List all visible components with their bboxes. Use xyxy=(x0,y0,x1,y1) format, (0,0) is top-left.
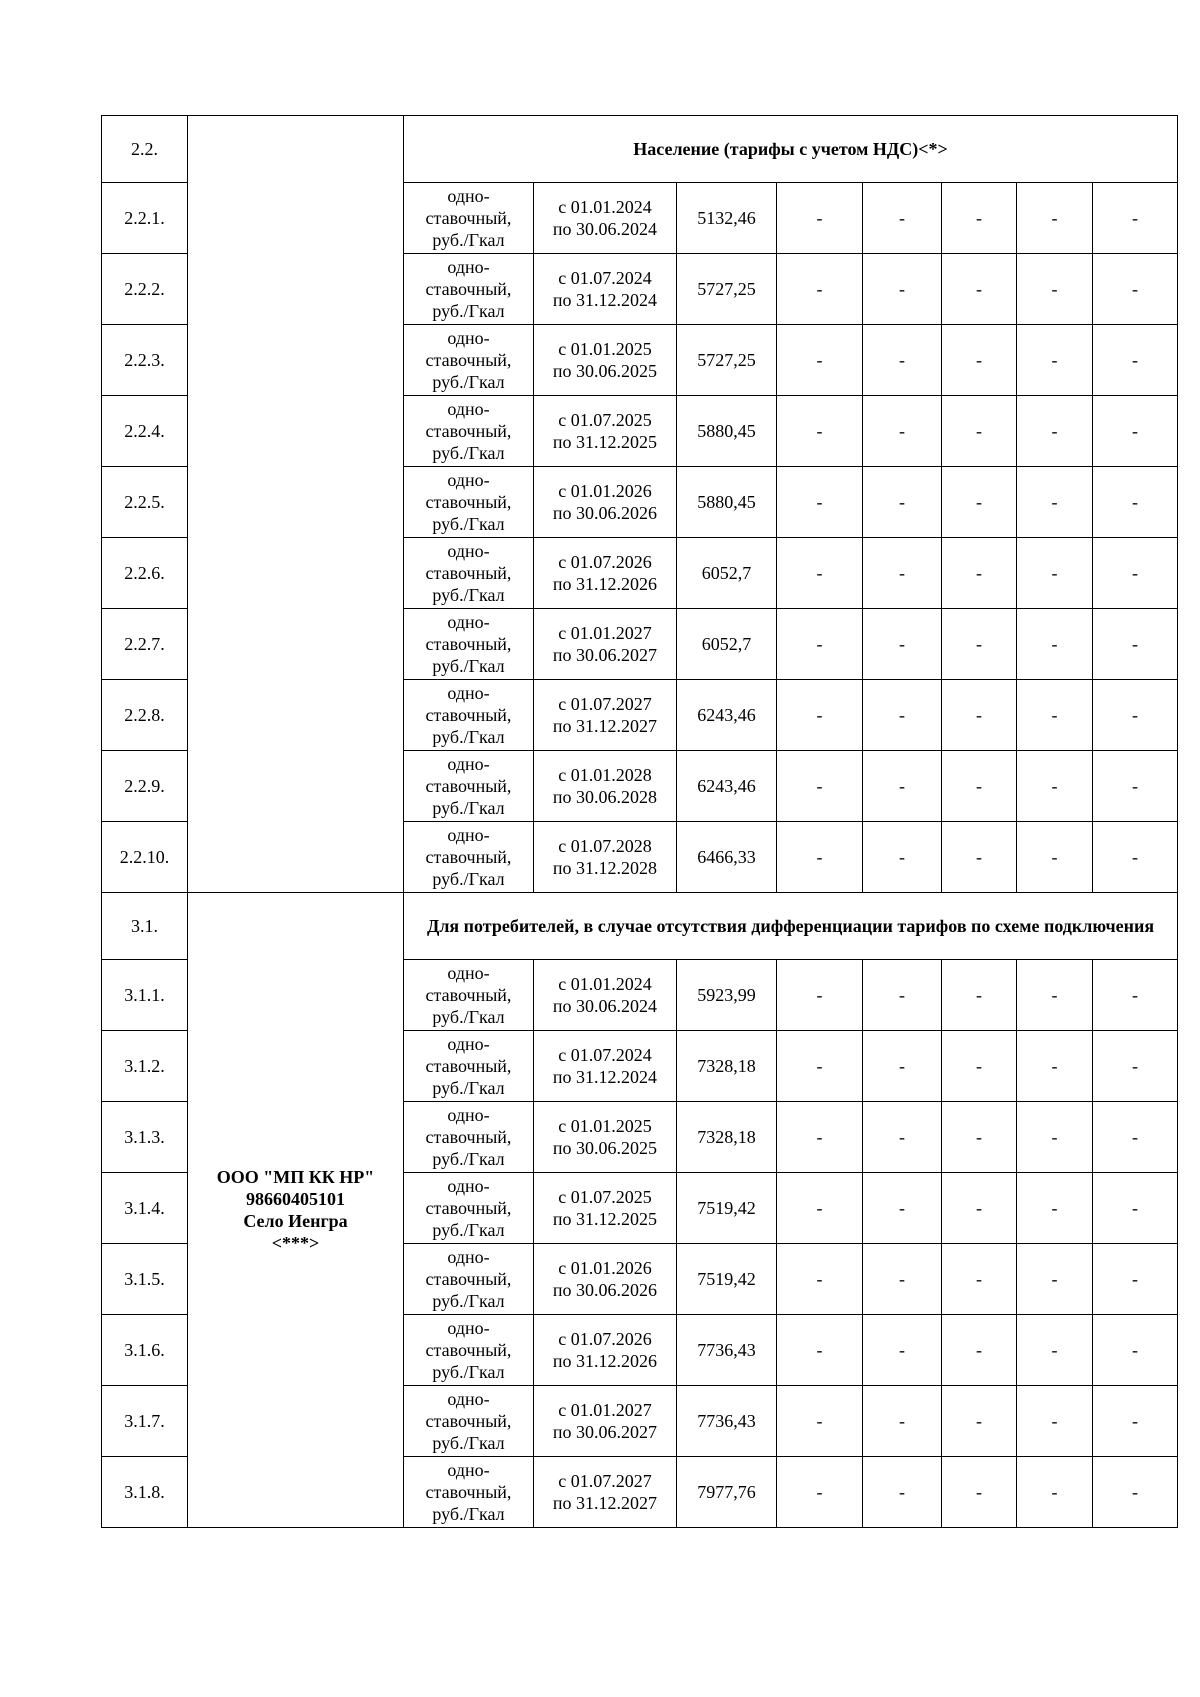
tariff-type-line: одно- xyxy=(447,612,490,632)
tariff-period xyxy=(534,1386,677,1457)
tariff-period-line: с 01.01.2026 xyxy=(558,481,652,501)
empty-value: - xyxy=(777,1315,863,1386)
tariff-period xyxy=(534,1031,677,1102)
tariff-type xyxy=(404,1457,534,1528)
section-number: 2.2. xyxy=(102,116,188,183)
empty-value: - xyxy=(777,254,863,325)
empty-value: - xyxy=(1093,751,1178,822)
tariff-type-line: ставочный, xyxy=(425,847,512,867)
empty-value: - xyxy=(777,751,863,822)
tariff-type-line: ставочный, xyxy=(425,634,512,654)
empty-value: - xyxy=(1093,538,1178,609)
empty-value: - xyxy=(863,538,942,609)
tariff-value: 5727,25 xyxy=(677,325,777,396)
organization-line: Село Иенгра xyxy=(243,1211,348,1231)
empty-value: - xyxy=(1017,1031,1093,1102)
tariff-value: 7736,43 xyxy=(677,1386,777,1457)
tariff-period xyxy=(534,254,677,325)
empty-value: - xyxy=(1093,960,1178,1031)
empty-value: - xyxy=(863,1031,942,1102)
tariff-period-line: по 30.06.2024 xyxy=(552,996,658,1016)
tariff-period xyxy=(534,1457,677,1528)
empty-value: - xyxy=(1093,822,1178,893)
tariff-period-line: с 01.07.2024 xyxy=(558,1045,652,1065)
tariff-period-line: с 01.01.2027 xyxy=(558,623,652,643)
tariff-type xyxy=(404,467,534,538)
tariff-period-line: с 01.01.2026 xyxy=(558,1258,652,1278)
tariff-type xyxy=(404,609,534,680)
empty-value: - xyxy=(1093,1315,1178,1386)
tariff-type-line: ставочный, xyxy=(425,1056,512,1076)
empty-value: - xyxy=(942,1244,1017,1315)
tariff-type xyxy=(404,538,534,609)
tariff-type xyxy=(404,1102,534,1173)
tariff-period-line: по 31.12.2027 xyxy=(552,716,658,736)
empty-value: - xyxy=(863,822,942,893)
empty-value: - xyxy=(777,1244,863,1315)
tariff-period-line: по 30.06.2028 xyxy=(552,787,658,807)
tariff-value: 5923,99 xyxy=(677,960,777,1031)
empty-value: - xyxy=(1017,1102,1093,1173)
tariff-type-line: ставочный, xyxy=(425,563,512,583)
empty-value: - xyxy=(863,680,942,751)
empty-value: - xyxy=(942,680,1017,751)
empty-value: - xyxy=(942,396,1017,467)
tariff-period-line: по 30.06.2025 xyxy=(552,361,658,381)
empty-value: - xyxy=(1017,1173,1093,1244)
tariff-period-line: по 31.12.2028 xyxy=(552,858,658,878)
empty-value: - xyxy=(777,1031,863,1102)
tariff-period-line: с 01.07.2026 xyxy=(558,552,652,572)
row-number: 2.2.7. xyxy=(102,609,188,680)
row-number: 2.2.9. xyxy=(102,751,188,822)
tariff-period-line: с 01.01.2025 xyxy=(558,339,652,359)
tariff-type-line: руб./Гкал xyxy=(432,1220,505,1240)
tariff-type-line: ставочный, xyxy=(425,1269,512,1289)
empty-value: - xyxy=(863,751,942,822)
row-number: 3.1.6. xyxy=(102,1315,188,1386)
tariff-period-line: с 01.01.2027 xyxy=(558,1400,652,1420)
empty-value: - xyxy=(1017,183,1093,254)
section-title: Население (тарифы с учетом НДС)<*> xyxy=(404,116,1178,183)
empty-value: - xyxy=(1017,609,1093,680)
organization-line: ООО "МП КК НР" xyxy=(216,1167,375,1187)
empty-value: - xyxy=(1017,960,1093,1031)
empty-value: - xyxy=(1017,751,1093,822)
tariff-type-line: руб./Гкал xyxy=(432,727,505,747)
row-number: 3.1.3. xyxy=(102,1102,188,1173)
tariff-value: 7519,42 xyxy=(677,1173,777,1244)
empty-value: - xyxy=(942,1031,1017,1102)
empty-value: - xyxy=(863,1315,942,1386)
row-number: 3.1.7. xyxy=(102,1386,188,1457)
tariff-period-line: по 30.06.2024 xyxy=(552,219,658,239)
empty-value: - xyxy=(942,1386,1017,1457)
tariff-type-line: руб./Гкал xyxy=(432,1149,505,1169)
tariff-value: 6243,46 xyxy=(677,751,777,822)
tariff-period xyxy=(534,960,677,1031)
tariff-type-line: руб./Гкал xyxy=(432,514,505,534)
empty-value: - xyxy=(863,1457,942,1528)
tariff-type-line: ставочный, xyxy=(425,279,512,299)
empty-value: - xyxy=(1017,467,1093,538)
tariff-value: 7328,18 xyxy=(677,1102,777,1173)
tariff-type-line: руб./Гкал xyxy=(432,1362,505,1382)
tariff-type-line: ставочный, xyxy=(425,1482,512,1502)
empty-value: - xyxy=(1017,396,1093,467)
tariff-period-line: с 01.01.2024 xyxy=(558,974,652,994)
tariff-period-line: с 01.01.2025 xyxy=(558,1116,652,1136)
empty-value: - xyxy=(863,1102,942,1173)
empty-value: - xyxy=(777,1457,863,1528)
tariff-period-line: с 01.07.2027 xyxy=(558,694,652,714)
tariff-period xyxy=(534,751,677,822)
section-title: Для потребителей, в случае отсутствия дифференциации тарифов по схеме подключения xyxy=(404,893,1178,960)
tariff-type xyxy=(404,1386,534,1457)
empty-value: - xyxy=(863,1173,942,1244)
empty-value: - xyxy=(1017,1386,1093,1457)
tariff-type-line: руб./Гкал xyxy=(432,372,505,392)
empty-value: - xyxy=(777,183,863,254)
tariff-type-line: руб./Гкал xyxy=(432,443,505,463)
tariff-period-line: с 01.07.2028 xyxy=(558,836,652,856)
tariff-type-line: одно- xyxy=(447,328,490,348)
tariff-table xyxy=(101,115,1178,1528)
tariff-type-line: одно- xyxy=(447,186,490,206)
empty-value: - xyxy=(942,960,1017,1031)
empty-value: - xyxy=(942,254,1017,325)
tariff-value: 6052,7 xyxy=(677,609,777,680)
empty-value: - xyxy=(942,325,1017,396)
tariff-type-line: руб./Гкал xyxy=(432,301,505,321)
empty-value: - xyxy=(777,467,863,538)
organization-cell xyxy=(188,116,404,893)
tariff-type-line: руб./Гкал xyxy=(432,656,505,676)
row-number: 3.1.8. xyxy=(102,1457,188,1528)
tariff-type-line: руб./Гкал xyxy=(432,1007,505,1027)
empty-value: - xyxy=(1093,467,1178,538)
tariff-value: 7736,43 xyxy=(677,1315,777,1386)
tariff-type xyxy=(404,325,534,396)
empty-value: - xyxy=(863,254,942,325)
section-header-row xyxy=(102,893,1178,960)
empty-value: - xyxy=(777,609,863,680)
tariff-type-line: ставочный, xyxy=(425,776,512,796)
tariff-type xyxy=(404,751,534,822)
tariff-period-line: по 31.12.2026 xyxy=(552,1351,658,1371)
tariff-period xyxy=(534,538,677,609)
tariff-period-line: по 30.06.2026 xyxy=(552,503,658,523)
empty-value: - xyxy=(942,538,1017,609)
tariff-period xyxy=(534,467,677,538)
empty-value: - xyxy=(863,183,942,254)
tariff-type xyxy=(404,1244,534,1315)
section-header-row xyxy=(102,116,1178,183)
empty-value: - xyxy=(942,1102,1017,1173)
tariff-type-line: одно- xyxy=(447,1176,490,1196)
row-number: 2.2.8. xyxy=(102,680,188,751)
row-number: 2.2.1. xyxy=(102,183,188,254)
row-number: 2.2.2. xyxy=(102,254,188,325)
empty-value: - xyxy=(942,1457,1017,1528)
empty-value: - xyxy=(1093,396,1178,467)
empty-value: - xyxy=(863,1386,942,1457)
empty-value: - xyxy=(1093,1173,1178,1244)
tariff-type-line: ставочный, xyxy=(425,492,512,512)
tariff-period xyxy=(534,1102,677,1173)
tariff-type-line: руб./Гкал xyxy=(432,798,505,818)
empty-value: - xyxy=(1093,1244,1178,1315)
tariff-period-line: с 01.07.2026 xyxy=(558,1329,652,1349)
tariff-type-line: ставочный, xyxy=(425,350,512,370)
tariff-type-line: ставочный, xyxy=(425,1127,512,1147)
empty-value: - xyxy=(1093,325,1178,396)
empty-value: - xyxy=(942,183,1017,254)
tariff-period-line: с 01.01.2028 xyxy=(558,765,652,785)
empty-value: - xyxy=(777,538,863,609)
empty-value: - xyxy=(777,1173,863,1244)
empty-value: - xyxy=(777,822,863,893)
empty-value: - xyxy=(1093,254,1178,325)
tariff-period-line: с 01.01.2024 xyxy=(558,197,652,217)
tariff-period xyxy=(534,396,677,467)
empty-value: - xyxy=(777,396,863,467)
row-number: 3.1.4. xyxy=(102,1173,188,1244)
tariff-period xyxy=(534,609,677,680)
tariff-value: 5727,25 xyxy=(677,254,777,325)
tariff-period-line: по 31.12.2024 xyxy=(552,1067,658,1087)
empty-value: - xyxy=(1017,254,1093,325)
empty-value: - xyxy=(1093,609,1178,680)
tariff-value: 7519,42 xyxy=(677,1244,777,1315)
empty-value: - xyxy=(942,751,1017,822)
tariff-type xyxy=(404,254,534,325)
empty-value: - xyxy=(1017,538,1093,609)
empty-value: - xyxy=(777,960,863,1031)
organization-cell xyxy=(188,893,404,1528)
tariff-type xyxy=(404,1031,534,1102)
tariff-type-line: руб./Гкал xyxy=(432,1504,505,1524)
tariff-period-line: по 31.12.2027 xyxy=(552,1493,658,1513)
tariff-type-line: ставочный, xyxy=(425,208,512,228)
tariff-type-line: одно- xyxy=(447,541,490,561)
tariff-value: 5880,45 xyxy=(677,396,777,467)
tariff-period xyxy=(534,680,677,751)
tariff-type xyxy=(404,960,534,1031)
tariff-type-line: одно- xyxy=(447,825,490,845)
tariff-value: 5880,45 xyxy=(677,467,777,538)
tariff-period xyxy=(534,325,677,396)
tariff-type-line: одно- xyxy=(447,1389,490,1409)
empty-value: - xyxy=(1093,183,1178,254)
tariff-period-line: по 30.06.2027 xyxy=(552,1422,658,1442)
row-number: 2.2.6. xyxy=(102,538,188,609)
tariff-period-line: по 30.06.2027 xyxy=(552,645,658,665)
empty-value: - xyxy=(1017,1244,1093,1315)
empty-value: - xyxy=(1093,1457,1178,1528)
tariff-period-line: по 31.12.2025 xyxy=(552,1209,658,1229)
tariff-period-line: по 31.12.2025 xyxy=(552,432,658,452)
tariff-type-line: одно- xyxy=(447,1247,490,1267)
empty-value: - xyxy=(1093,680,1178,751)
tariff-period-line: по 31.12.2024 xyxy=(552,290,658,310)
tariff-type-line: руб./Гкал xyxy=(432,1291,505,1311)
empty-value: - xyxy=(777,1102,863,1173)
tariff-type-line: одно- xyxy=(447,1105,490,1125)
tariff-period-line: с 01.07.2024 xyxy=(558,268,652,288)
empty-value: - xyxy=(942,467,1017,538)
empty-value: - xyxy=(863,960,942,1031)
tariff-type xyxy=(404,822,534,893)
tariff-type-line: ставочный, xyxy=(425,1411,512,1431)
empty-value: - xyxy=(1017,325,1093,396)
tariff-period-line: по 30.06.2026 xyxy=(552,1280,658,1300)
tariff-value: 6466,33 xyxy=(677,822,777,893)
empty-value: - xyxy=(863,325,942,396)
tariff-type-line: одно- xyxy=(447,1034,490,1054)
tariff-type xyxy=(404,1315,534,1386)
tariff-type-line: одно- xyxy=(447,470,490,490)
empty-value: - xyxy=(1093,1102,1178,1173)
empty-value: - xyxy=(863,396,942,467)
tariff-value: 7977,76 xyxy=(677,1457,777,1528)
tariff-period-line: по 30.06.2025 xyxy=(552,1138,658,1158)
tariff-type-line: одно- xyxy=(447,1318,490,1338)
row-number: 3.1.2. xyxy=(102,1031,188,1102)
empty-value: - xyxy=(1093,1386,1178,1457)
section-number: 3.1. xyxy=(102,893,188,960)
tariff-type-line: ставочный, xyxy=(425,705,512,725)
organization-line: <***> xyxy=(271,1233,320,1253)
tariff-period xyxy=(534,1315,677,1386)
tariff-type xyxy=(404,1173,534,1244)
empty-value: - xyxy=(863,1244,942,1315)
tariff-period xyxy=(534,1244,677,1315)
empty-value: - xyxy=(777,325,863,396)
tariff-type-line: одно- xyxy=(447,754,490,774)
empty-value: - xyxy=(1093,1031,1178,1102)
row-number: 2.2.5. xyxy=(102,467,188,538)
row-number: 3.1.5. xyxy=(102,1244,188,1315)
empty-value: - xyxy=(1017,1457,1093,1528)
tariff-type-line: руб./Гкал xyxy=(432,1078,505,1098)
tariff-type-line: ставочный, xyxy=(425,985,512,1005)
empty-value: - xyxy=(777,1386,863,1457)
row-number: 3.1.1. xyxy=(102,960,188,1031)
tariff-table-body xyxy=(102,116,1178,1528)
tariff-type-line: ставочный, xyxy=(425,421,512,441)
tariff-value: 6243,46 xyxy=(677,680,777,751)
tariff-type xyxy=(404,680,534,751)
tariff-type-line: ставочный, xyxy=(425,1198,512,1218)
tariff-type xyxy=(404,396,534,467)
tariff-type-line: руб./Гкал xyxy=(432,869,505,889)
empty-value: - xyxy=(777,680,863,751)
empty-value: - xyxy=(942,609,1017,680)
tariff-type xyxy=(404,183,534,254)
tariff-type-line: руб./Гкал xyxy=(432,1433,505,1453)
empty-value: - xyxy=(942,822,1017,893)
empty-value: - xyxy=(863,467,942,538)
tariff-period xyxy=(534,1173,677,1244)
empty-value: - xyxy=(942,1315,1017,1386)
tariff-type-line: ставочный, xyxy=(425,1340,512,1360)
empty-value: - xyxy=(1017,680,1093,751)
tariff-period-line: по 31.12.2026 xyxy=(552,574,658,594)
tariff-period xyxy=(534,822,677,893)
tariff-period xyxy=(534,183,677,254)
tariff-type-line: одно- xyxy=(447,257,490,277)
tariff-value: 5132,46 xyxy=(677,183,777,254)
organization-line: 98660405101 xyxy=(246,1189,345,1209)
tariff-type-line: одно- xyxy=(447,399,490,419)
tariff-period-line: с 01.07.2025 xyxy=(558,1187,652,1207)
row-number: 2.2.4. xyxy=(102,396,188,467)
tariff-value: 6052,7 xyxy=(677,538,777,609)
tariff-period-line: с 01.07.2027 xyxy=(558,1471,652,1491)
empty-value: - xyxy=(942,1173,1017,1244)
tariff-type-line: одно- xyxy=(447,1460,490,1480)
empty-value: - xyxy=(863,609,942,680)
tariff-type-line: руб./Гкал xyxy=(432,230,505,250)
row-number: 2.2.10. xyxy=(102,822,188,893)
tariff-type-line: руб./Гкал xyxy=(432,585,505,605)
empty-value: - xyxy=(1017,1315,1093,1386)
tariff-type-line: одно- xyxy=(447,683,490,703)
tariff-value: 7328,18 xyxy=(677,1031,777,1102)
tariff-type-line: одно- xyxy=(447,963,490,983)
row-number: 2.2.3. xyxy=(102,325,188,396)
empty-value: - xyxy=(1017,822,1093,893)
tariff-period-line: с 01.07.2025 xyxy=(558,410,652,430)
